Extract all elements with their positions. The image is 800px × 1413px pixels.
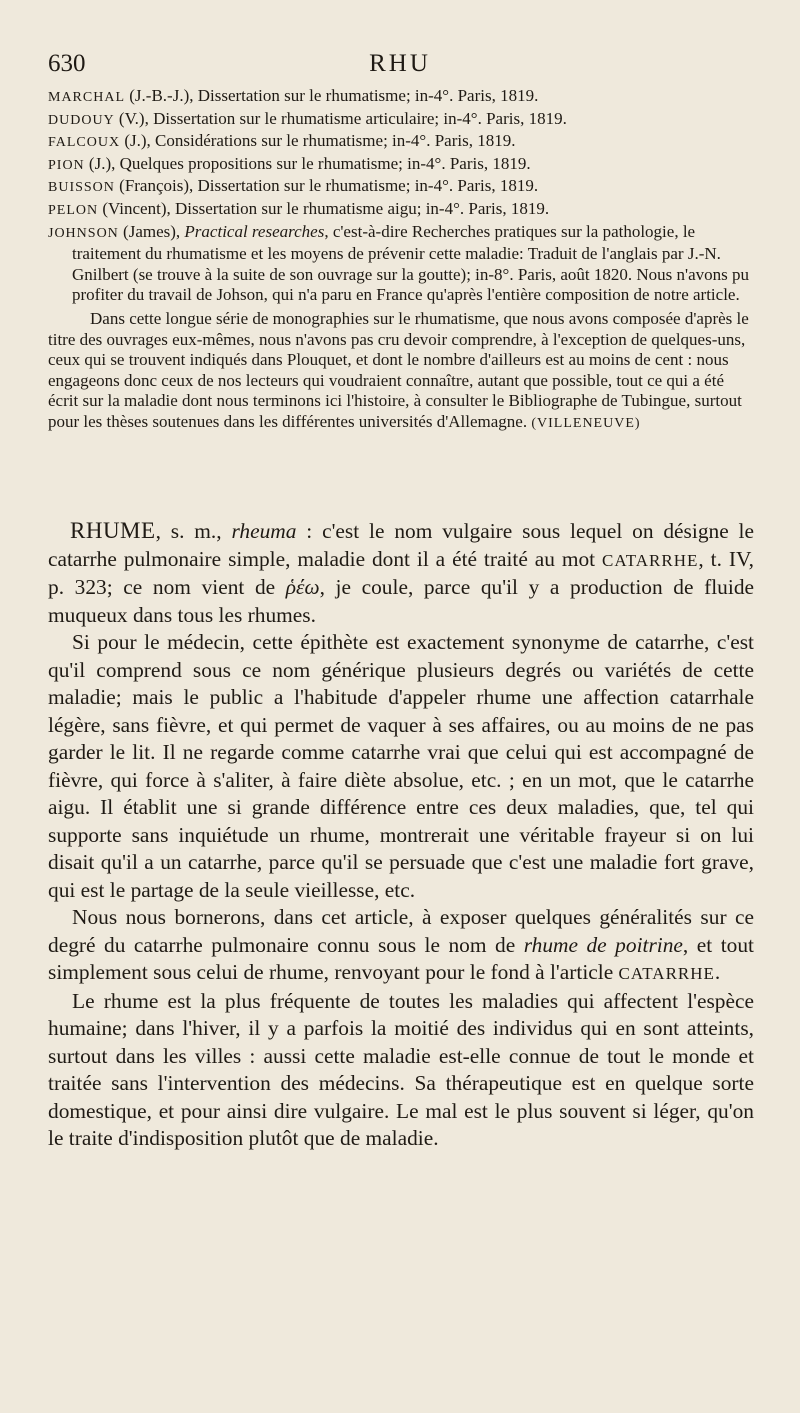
entry-text: (J.-B.-J.), Dissertation sur le rhumatisme; in-4°. Paris, 1819.	[125, 86, 539, 105]
entry-author: FALCOUX	[48, 135, 121, 151]
entry-author: DUDOUY	[48, 112, 115, 128]
entry-text: (Vincent), Dissertation sur le rhumatisme aigu; in-4°. Paris, 1819.	[98, 198, 550, 218]
entry-author: PION	[48, 157, 85, 173]
paragraph-text: , et tout simplement sous celui de rhume, renvoyant pour le fond à l'article	[48, 932, 754, 984]
paragraph-text: .	[714, 960, 721, 984]
entry-author: PELON	[48, 202, 99, 218]
bibliography-entry	[48, 86, 754, 109]
article-paragraph: Si pour le médecin, cette épithète est exactement synonyme de catarrhe, c'est qu'il comprend sous ce nom générique plusieurs degrés ou variétés de cette maladie; mais le public a l'habitude d'appeler rhume une affection catarrhale légère, sans fièvre, et qui permet de vaquer à ses affaires, ou au moins de ne pas garder le lit. Il ne regarde comme catarrhe vrai que celui qui est accompagné de fièvre, qui force à s'aliter, à faire diète absolue, etc. ; en un mot, que le catarrhe aigu. Il établit une si grande différence entre ces deux maladies, que, tel qui supporte sans inquiétude un rhume, montrerait une véritable frayeur si on lui disait qu'il a un catarrhe, parce qu'il se persuade que c'est une maladie fort grave, qui est le partage de la seule vieillesse, etc.	[48, 630, 754, 902]
entry-author: JOHNSON	[48, 225, 119, 241]
entry-text: (V.), Dissertation sur le rhumatisme articulaire; in-4°. Paris, 1819.	[114, 108, 567, 128]
paragraph-text: , t. IV, p. 323; ce nom vient de	[48, 546, 754, 599]
paragraph-text: Nous nous bornerons, dans cet article, à exposer quelques généralités sur ce degré du catarrhe pulmonaire connu sous le nom de	[48, 905, 754, 957]
bibliography-entry	[48, 131, 754, 154]
note-text: Dans cette longue série de monographies sur le rhumatisme, que nous avons composée d'après le titre des ouvrages eux-mêmes, nous n'avons pas cru devoir comprendre, à l'exception de quelques-uns, ceux qui se trouvent indiqués dans Plouquet, et dont le nombre d'ailleurs est au moins de cent : nous engageons donc ceux de nos lecteurs qui voudraient connaître, autant que possible, tout ce qui a été écrit sur la maladie dont nous terminons ici l'histoire, à consulter le Bibliographe de Tubingue, surtout pour les thèses soutenues dans les différentes universités d'Allemagne.	[48, 308, 749, 431]
entry-text: (J.), Considérations sur le rhumatisme; in-4°. Paris, 1819.	[120, 131, 516, 151]
entry-text: (J.), Quelques propositions sur le rhumatisme; in-4°. Paris, 1819.	[84, 153, 531, 173]
entry-author: MARCHAL	[48, 90, 126, 105]
bibliography-entry	[48, 199, 754, 222]
paragraph-text: : c'est le nom vulgaire sous lequel on désigne le catarrhe pulmonaire simple, maladie dont il a été traité au mot	[48, 519, 754, 571]
latin-term: rheuma	[231, 519, 297, 543]
cross-reference: CATARRHE	[618, 964, 715, 983]
article-paragraph	[48, 904, 754, 988]
article-rhume	[48, 517, 754, 1153]
bibliography-entry	[48, 176, 754, 199]
entry-author: BUISSON	[48, 180, 115, 196]
entry-title: Practical researches	[184, 221, 325, 241]
headword: RHUME	[70, 518, 156, 543]
entry-text: (François), Dissertation sur le rhumatisme; in-4°. Paris, 1819.	[114, 176, 539, 196]
entry-text: , c'est-à-dire Recherches pratiques sur la pathologie, le traitement du rhumatisme et les moyens de prévenir cette maladie: Traduit de l'anglais par J.-N. Gnilbert (se trouve à la suite de son ouvrage sur la goutte); in-8°. Paris, août 1820. Nous n'avons pu profiter du travail de Johson, qui n'a paru en France qu'après l'entière composition de notre article.	[72, 221, 749, 305]
page-number: 630	[48, 50, 86, 77]
bibliography-entry	[48, 154, 754, 177]
author-signature: (VILLENEUVE)	[531, 415, 641, 431]
article-paragraph: Le rhume est la plus fréquente de toutes les maladies qui affectent l'espèce humaine; dans l'hiver, il y a parfois la moitié des individus qui en sont atteints, surtout dans les villes : aussi cette maladie est-elle connue de tout le monde et traitée sans l'intervention des médecins. Sa thérapeutique est en quelque sorte domestique, et pour ainsi dire vulgaire. Le mal est le plus souvent si léger, qu'on le traite d'indisposition plutôt que de maladie.	[48, 988, 754, 1150]
running-head: RHU	[369, 50, 431, 77]
paragraph-text: , je coule, parce qu'il y a production de fluide muqueux dans tous les rhumes.	[48, 575, 755, 627]
page-header	[48, 50, 752, 84]
article-paragraph	[48, 517, 754, 629]
bibliography-entry	[48, 222, 754, 306]
greek-term: ῥέω	[285, 575, 320, 599]
italic-term: rhume de poitrine	[523, 932, 683, 957]
cross-reference: CATARRHE	[602, 550, 699, 570]
bibliography-entry	[48, 109, 754, 132]
bibliography	[48, 86, 754, 435]
paragraph-text: , s. m.,	[155, 519, 232, 543]
entry-text: (James),	[118, 221, 185, 241]
bibliography-note	[48, 309, 754, 435]
